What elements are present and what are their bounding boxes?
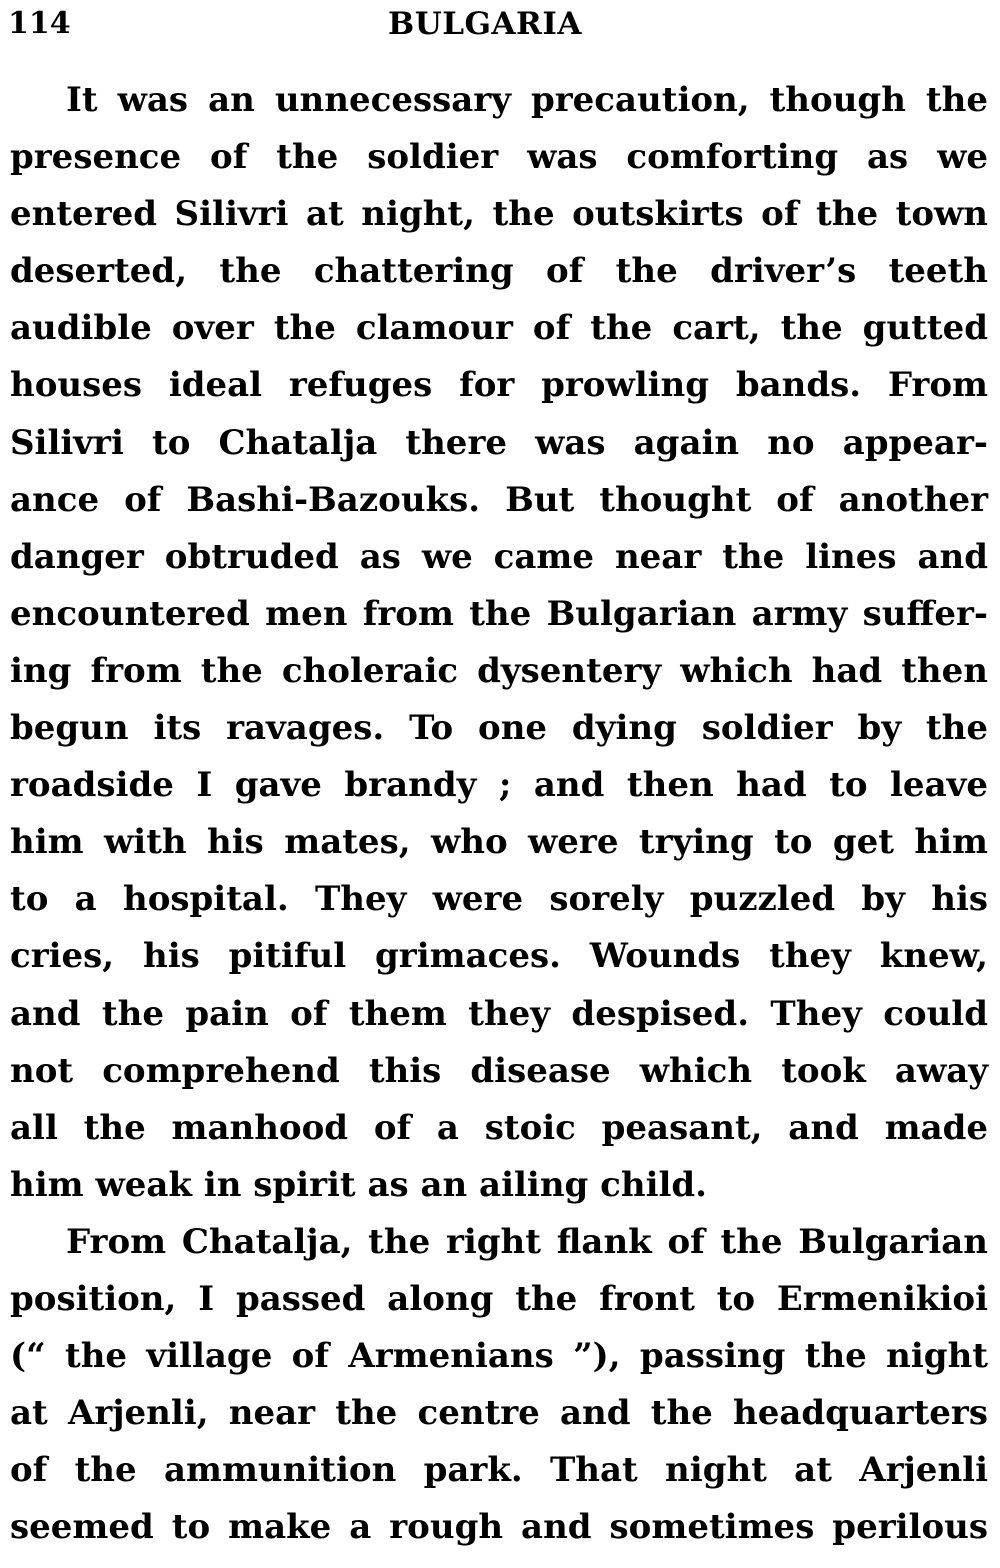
text-line: encountered men from the Bulgarian army suffer- <box>10 593 988 634</box>
page-header <box>8 2 988 50</box>
body-text <box>10 72 988 1556</box>
text-line: roadside I gave brandy ; and then had to leave <box>10 765 988 806</box>
text-line: to a hospital. They were sorely puzzled by his <box>10 879 988 920</box>
text-line: ance of Bashi-Bazouks. But thought of another <box>10 479 988 520</box>
text-line: From Chatalja, the right flank of the Bulgarian <box>66 1221 988 1262</box>
text-line: and the pain of them they despised. They could <box>10 993 988 1034</box>
text-line: at Arjenli, near the centre and the headquarters <box>10 1393 988 1434</box>
text-line: position, I passed along the front to Ermenikioi <box>10 1278 988 1319</box>
text-line: him weak in spirit as an ailing child. <box>10 1164 708 1205</box>
text-line: all the manhood of a stoic peasant, and made <box>10 1107 988 1148</box>
text-line: audible over the clamour of the cart, the gutted <box>10 308 988 349</box>
page-number: 114 <box>8 6 71 41</box>
text-line: seemed to make a rough and sometimes perilous <box>10 1507 988 1548</box>
text-line: him with his mates, who were trying to get him <box>10 822 988 863</box>
text-line: (“ the village of Armenians ”), passing the night <box>10 1336 988 1377</box>
text-line: houses ideal refuges for prowling bands. From <box>10 365 988 406</box>
text-line: Silivri to Chatalja there was again no appear- <box>10 422 988 463</box>
text-line: not comprehend this disease which took away <box>10 1050 988 1091</box>
text-line: entered Silivri at night, the outskirts of the town <box>10 194 988 235</box>
text-line: cries, his pitiful grimaces. Wounds they knew, <box>10 936 988 977</box>
text-line: of the ammunition park. That night at Arjenli <box>10 1450 988 1491</box>
text-line: begun its ravages. To one dying soldier by the <box>10 708 988 749</box>
text-line: It was an unnecessary precaution, though the <box>66 80 988 120</box>
text-line: presence of the soldier was comforting as we <box>10 137 988 178</box>
running-title: BULGARIA <box>388 6 582 42</box>
text-line: danger obtruded as we came near the lines and <box>10 536 988 577</box>
text-line: ing from the choleraic dysentery which had then <box>10 650 988 691</box>
text-line: deserted, the chattering of the driver’s teeth <box>10 251 988 292</box>
